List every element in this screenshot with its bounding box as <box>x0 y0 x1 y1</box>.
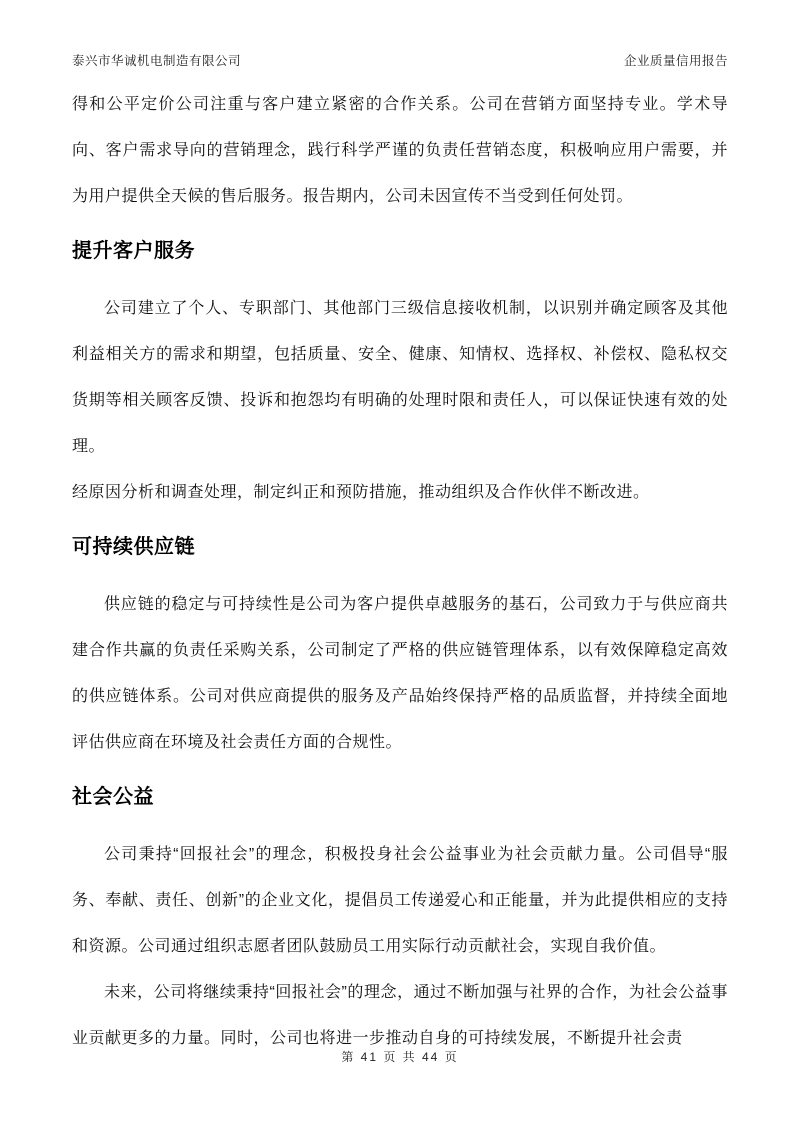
section-heading-sustainable-supply-chain: 可持续供应链 <box>72 536 195 558</box>
page-number: 第 41 页 共 44 页 <box>341 1050 459 1064</box>
page-header <box>72 52 728 70</box>
page-footer <box>0 1048 800 1065</box>
header-company-name: 泰兴市华诚机电制造有限公司 <box>72 54 242 68</box>
supply-chain-paragraph: 供应链的稳定与可持续性是公司为客户提供卓越服务的基石，公司致力于与供应商共建合作共赢的负责任采购关系，公司制定了严格的供应链管理体系，以有效保障稳定高效的供应链体系。公司对供应商提供的服务及产品始终保持严格的品质监督，并持续全面地评估供应商在环境及社会责任方面的合规性。 <box>72 596 728 751</box>
public-welfare-paragraph-2: 未来，公司将继续秉持“回报社会”的理念，通过不断加强与社界的合作，为社会公益事业贡献更多的力量。同时，公司也将进一步推动自身的可持续发展，不断提升社会责 <box>72 984 728 1047</box>
customer-service-paragraph-2: 经原因分析和调查处理，制定纠正和预防措施，推动组织及合作伙伴不断改进。 <box>72 484 650 501</box>
customer-service-paragraph-1: 公司建立了个人、专职部门、其他部门三级信息接收机制，以识别并确定顾客及其他利益相关方的需求和期望，包括质量、安全、健康、知情权、选择权、补偿权、隐私权交货期等相关顾客反馈、投诉和抱怨均有明确的处理时限和责任人，可以保证快速有效的处理。 <box>72 300 728 455</box>
public-welfare-paragraph-1: 公司秉持“回报社会”的理念，积极投身社会公益事业为社会贡献力量。公司倡导“服务、奉献、责任、创新”的企业文化，提倡员工传递爱心和正能量，并为此提供相应的支持和资源。公司通过组织志愿者团队鼓励员工用实际行动贡献社会，实现自我价值。 <box>72 846 728 955</box>
header-report-title: 企业质量信用报告 <box>623 54 728 68</box>
section-heading-customer-service: 提升客户服务 <box>72 240 195 262</box>
intro-paragraph: 得和公平定价公司注重与客户建立紧密的合作关系。公司在营销方面坚持专业。学术导向、客户需求导向的营销理念，践行科学严谨的负责任营销态度，积极响应用户需要，并为用户提供全天候的售后服务。报告期内，公司未因宣传不当受到任何处罚。 <box>72 96 728 205</box>
section-heading-public-welfare: 社会公益 <box>72 786 154 808</box>
